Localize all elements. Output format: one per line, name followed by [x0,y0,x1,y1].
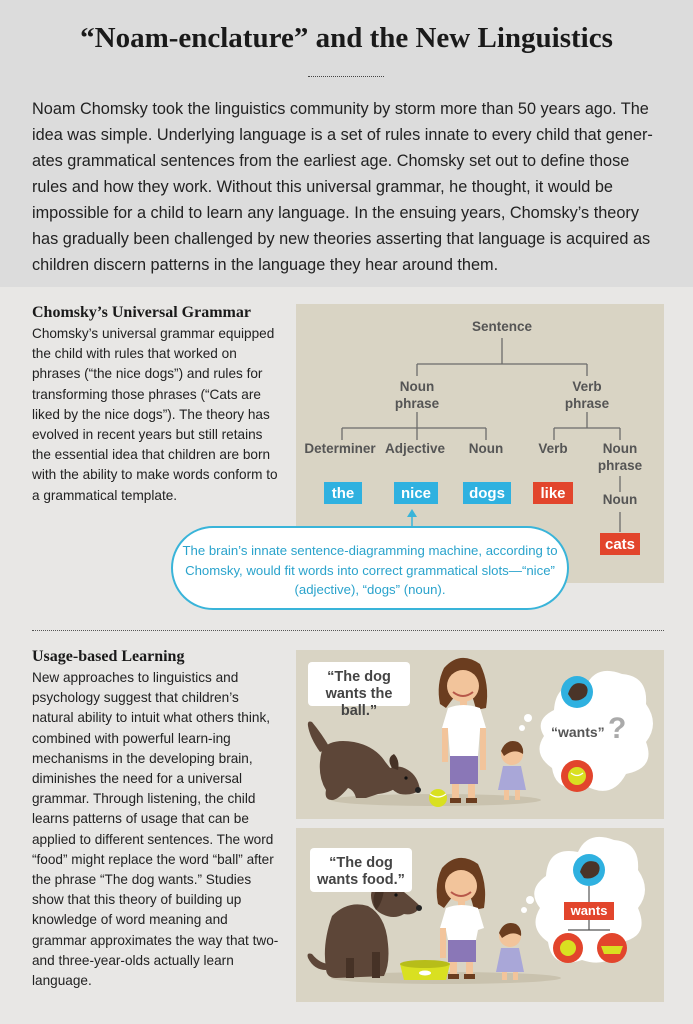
verb-label: Verb [538,441,568,456]
universal-grammar-text: Chomsky’s universal grammar equipped the child with rules that worked on phrases (“the nice dogs”) and rules for transforming those phrases (“Cats are liked by the nice dogs”). The theory has evolved in recent years but still retains the essential idea that children are born with the ability to make words conform to a grammatical template. [32,326,278,503]
universal-grammar-heading: Chomsky’s Universal Grammar [32,304,251,321]
scene-food-panel [296,828,664,1002]
verb-phrase-label-2: phrase [564,396,610,411]
word-dogs: dogs [469,485,505,502]
speech-bubble-1: “The dog wants the ball.” [308,662,410,706]
tree-labels [304,319,642,507]
scene-ball-panel [296,650,664,819]
noun-label: Noun [468,441,504,456]
noun-phrase2-label-1: Noun [602,441,638,456]
noun-phrase-label-2: phrase [394,396,440,411]
adjective-label: Adjective [384,441,446,456]
usage-learning-heading: Usage-based Learning [32,648,185,665]
word-the: the [331,485,355,502]
noun-phrase-label-1: Noun [399,379,435,394]
usage-learning-text: New approaches to linguistics and psychology suggest that children’s natural ability to intuit what others think, combined with powerful learn-ing mechanisms in the developing brain, diminishes the need for a universal grammar. Through listening, the child learns patterns of usage that can be applied to different sentences. The word “food” might replace the word “ball” after the phrase “The dog wants.” Studies show that this theory of building up knowledge of word meaning and grammar approximates the way that two- and three-year-olds actually learn language. [32,670,279,989]
callout-text: The brain’s innate sentence-diagramming machine, according to Chomsky, would fit words into correct grammatical slots—“nice” (adjective), “dogs” (noun). [182,543,558,597]
question-mark-icon: ? [608,712,627,745]
determiner-label: Determiner [304,441,376,456]
verb-phrase-label-1: Verb [572,379,602,394]
dog-icon [308,722,421,801]
thought-bubble-2 [521,837,645,963]
sentence-label: Sentence [471,319,533,334]
mother-figure [439,658,487,803]
child-figure [498,741,526,800]
word-nice: nice [400,485,432,502]
speech-bubble-2: “The dog wants food.” [310,848,412,892]
thought-word-wants: “wants” [551,724,605,740]
section-divider [32,630,664,631]
ball-icon [429,789,447,807]
title-divider [308,76,384,77]
page-title: “Noam-enclature” and the New Linguistics [80,22,613,54]
word-like: like [540,485,566,502]
child-figure-2 [496,923,524,980]
noun-phrase2-label-2: phrase [597,458,643,473]
callout-bubble [171,526,569,610]
food-bowl-icon [400,960,450,980]
word-cats: cats [604,536,636,553]
callout-arrow [407,509,417,526]
thought-word-wants-tile: wants [570,903,608,918]
intro-paragraph: Noam Chomsky took the linguistics community by storm more than 50 years ago. The idea was simple. Underlying language is a set of rules innate to every child that gener-ates grammatical sentences from the earliest age. Chomsky set out to define those rules and how they work. Without this universal grammar, he thought, it would be impossible for a child to learn any language. In the ensuing years, Chomsky’s theory has gradually been challenged by new theories asserting that language is acquired as children discern patterns in the language they hear around them. [32,100,653,274]
noun2-label: Noun [602,492,638,507]
mother-figure-2 [437,858,485,979]
